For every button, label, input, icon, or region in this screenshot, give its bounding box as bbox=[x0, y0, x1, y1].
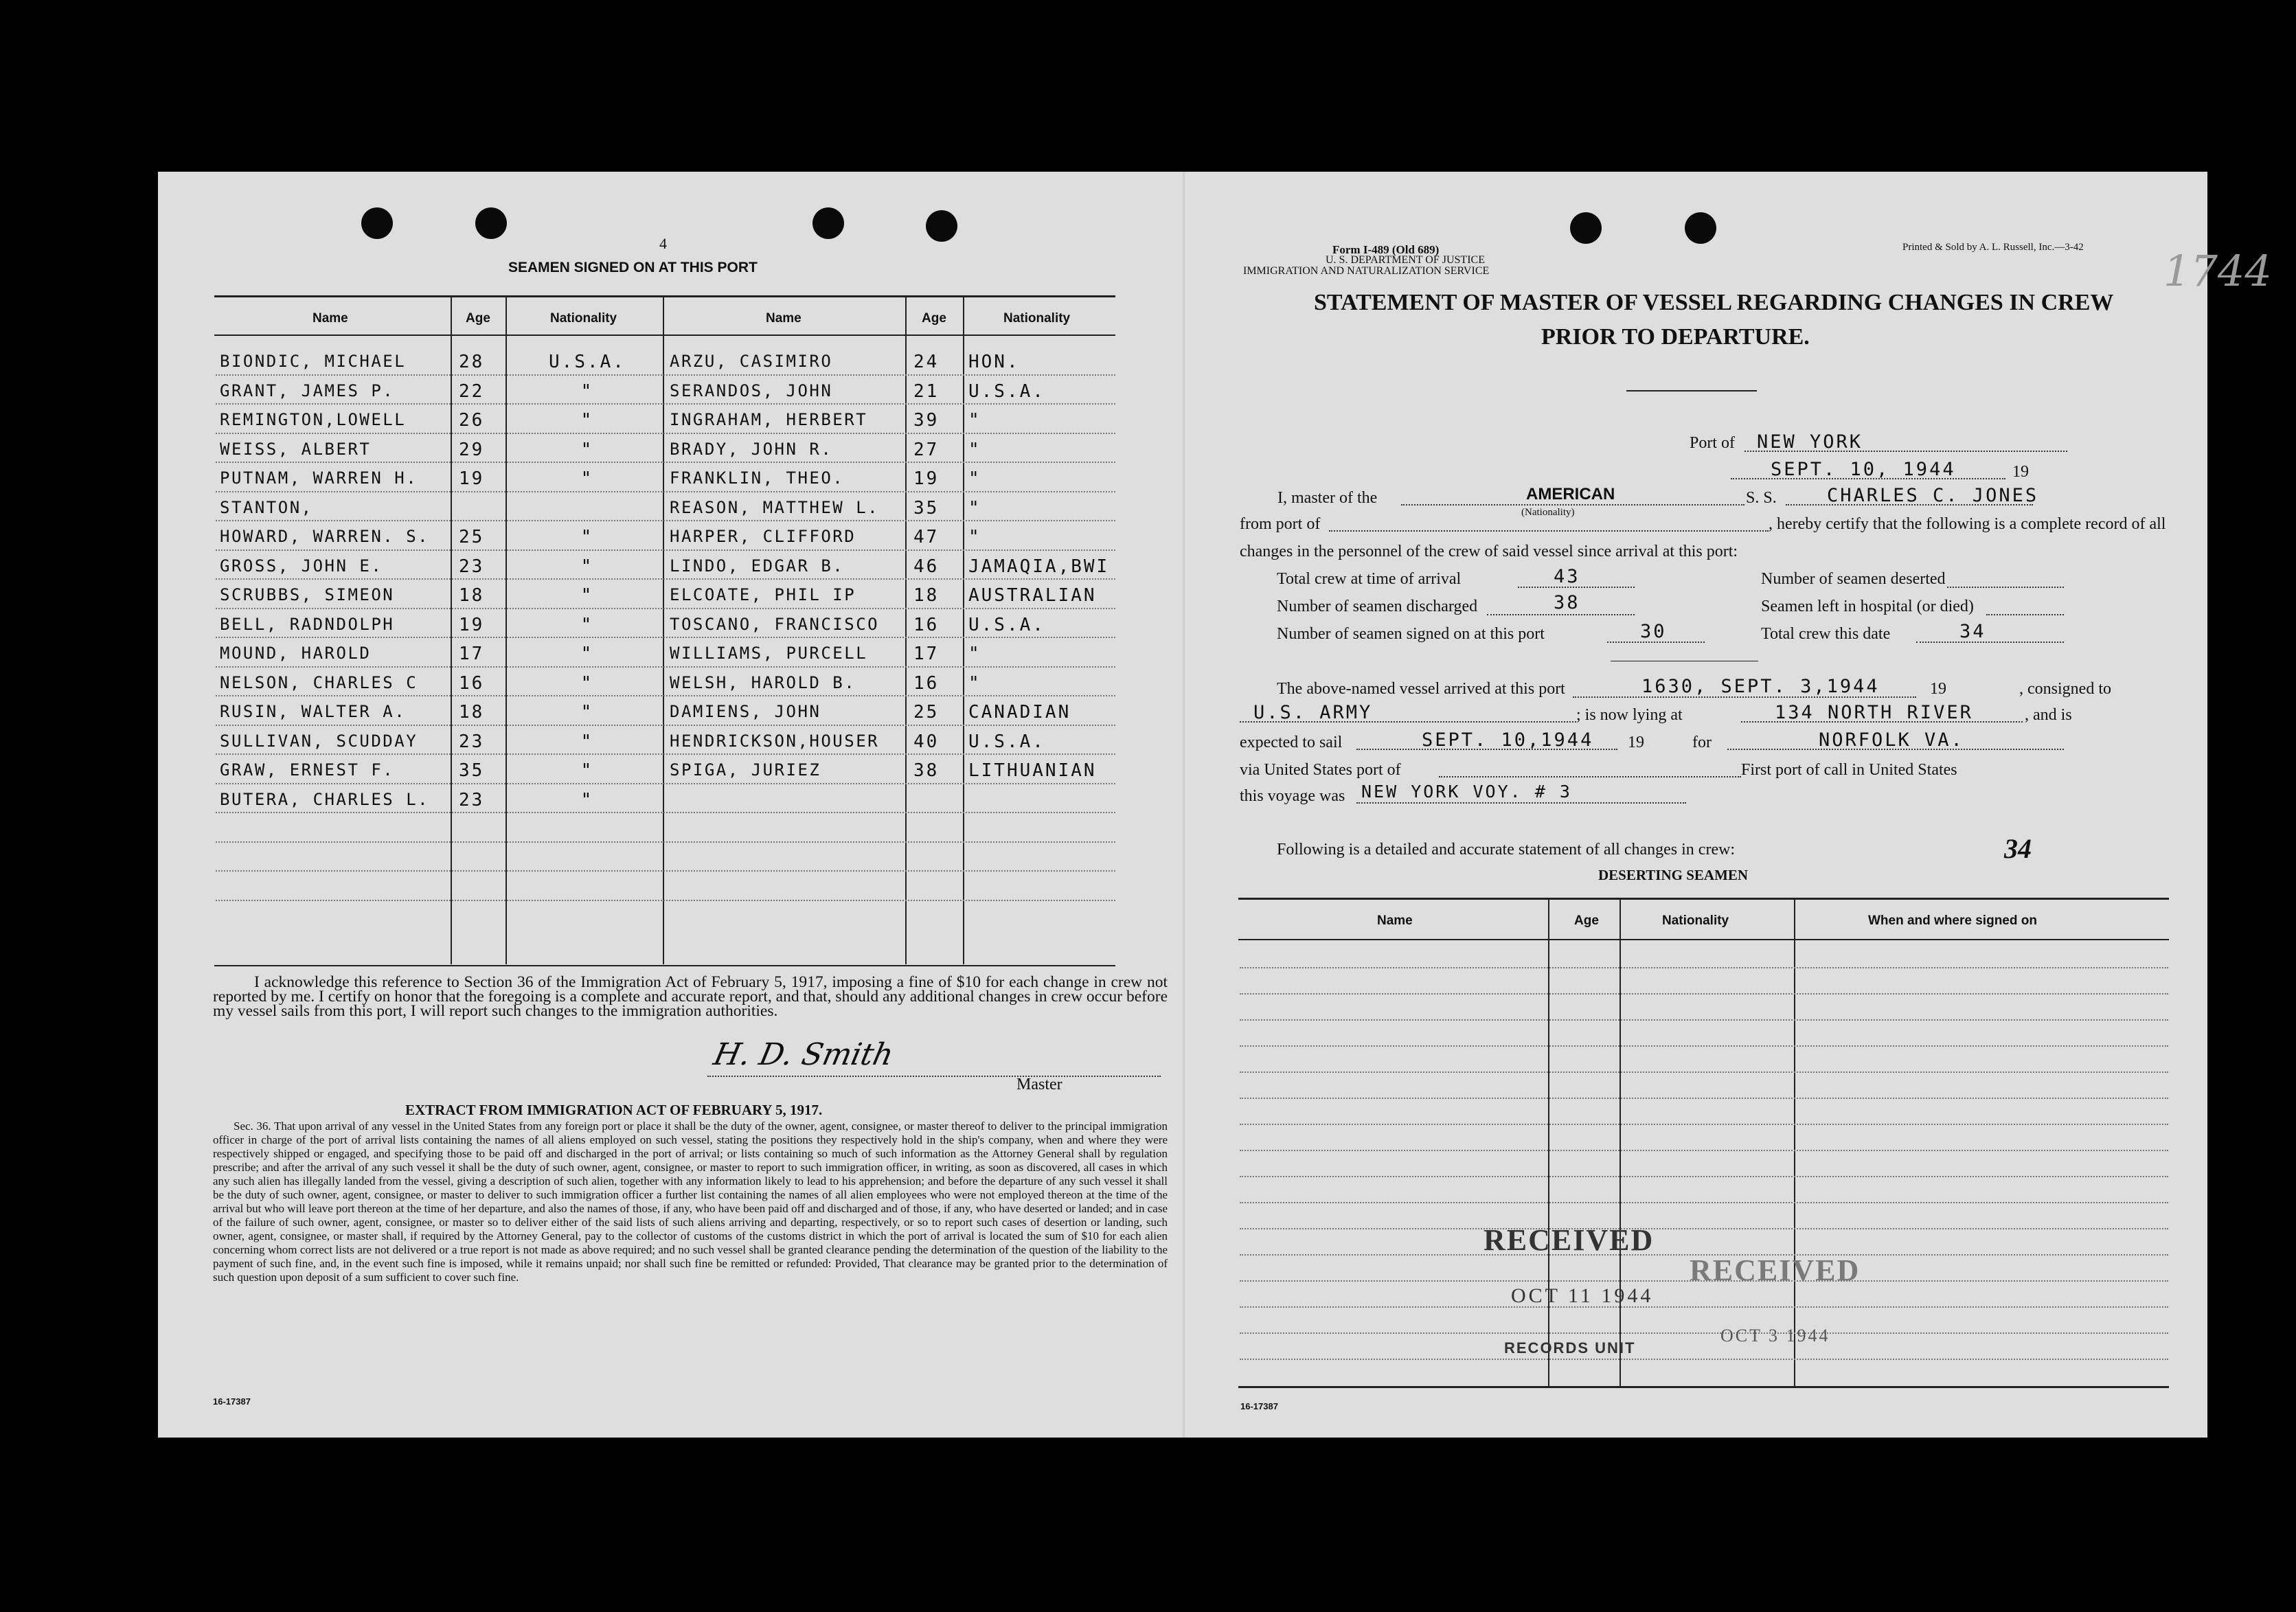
signed-on-label: Number of seamen signed on at this port bbox=[1277, 625, 1545, 643]
crew-cell-left: " bbox=[580, 702, 594, 723]
crew-cell-left: 23 bbox=[459, 789, 485, 810]
arrived-value: 1630, SEPT. 3,1944 bbox=[1641, 676, 1880, 697]
crew-cell-left: PUTNAM, WARREN H. bbox=[220, 468, 418, 488]
table-row-rule bbox=[216, 725, 1115, 726]
crew-cell-right: " bbox=[968, 439, 981, 460]
following-text: Following is a detailed and accurate statement of all changes in crew: bbox=[1277, 841, 1736, 859]
table-row-rule bbox=[216, 578, 1115, 580]
department: U. S. DEPARTMENT OF JUSTICE bbox=[1326, 254, 1485, 266]
crew-cell-right: 17 bbox=[913, 644, 940, 664]
crew-cell-left: " bbox=[580, 760, 594, 781]
crew-cell-left: 18 bbox=[459, 702, 485, 723]
desert-row-rule bbox=[1240, 1332, 2168, 1334]
desert-row-rule bbox=[1240, 1176, 2168, 1177]
crew-cell-right: " bbox=[968, 468, 981, 489]
records-unit-stamp: RECORDS UNIT bbox=[1504, 1339, 1636, 1356]
col-header-nationality: Nationality bbox=[550, 311, 617, 326]
table-row-rule bbox=[216, 695, 1115, 696]
arrived-year-suffix: 19 bbox=[1930, 680, 1946, 698]
nationality-caption: (Nationality) bbox=[1521, 507, 1575, 518]
table-row-rule bbox=[216, 870, 1115, 872]
port-value: NEW YORK bbox=[1757, 431, 1863, 453]
date-suffix: 19 bbox=[2012, 463, 2029, 481]
crew-cell-left: BELL, RADNDOLPH bbox=[220, 614, 395, 634]
table-row-rule bbox=[216, 491, 1115, 492]
crew-cell-right: HENDRICKSON,HOUSER bbox=[670, 731, 880, 751]
total-date-label: Total crew this date bbox=[1761, 625, 1891, 643]
corner-handwriting: 1744 bbox=[2163, 246, 2272, 296]
crew-cell-left: " bbox=[580, 468, 594, 489]
crew-cell-left: 23 bbox=[459, 556, 485, 577]
left-form-code: 16-17387 bbox=[213, 1396, 251, 1407]
handwritten-total: 34 bbox=[2004, 833, 2032, 864]
table-row-rule bbox=[216, 900, 1115, 901]
crew-cell-left: 16 bbox=[459, 672, 485, 694]
crew-cell-left: STANTON, bbox=[220, 497, 313, 517]
punch-hole bbox=[926, 210, 957, 242]
right-form-code: 16-17387 bbox=[1240, 1401, 1278, 1411]
hospital-label: Seamen left in hospital (or died) bbox=[1761, 598, 1974, 615]
crew-cell-right: HON. bbox=[968, 352, 1020, 372]
desert-row-rule bbox=[1240, 1202, 2168, 1203]
table-row-rule bbox=[216, 666, 1115, 668]
sail-year-suffix: 19 bbox=[1628, 734, 1644, 751]
changes-text: changes in the personnel of the crew of said vessel since arrival at this port: bbox=[1240, 543, 1738, 560]
crew-cell-left: " bbox=[580, 789, 594, 810]
crew-cell-left: MOUND, HAROLD bbox=[220, 644, 372, 663]
crew-cell-left: " bbox=[580, 556, 594, 577]
desert-row-rule bbox=[1240, 1071, 2168, 1073]
table-row-rule bbox=[216, 433, 1115, 434]
table-row-rule bbox=[216, 520, 1115, 521]
crew-cell-right: ELCOATE, PHIL IP bbox=[670, 585, 856, 604]
first-port-label: First port of call in United States bbox=[1741, 761, 1957, 779]
table-row-rule bbox=[216, 403, 1115, 405]
deserted-label: Number of seamen deserted bbox=[1761, 570, 1946, 588]
crew-cell-right: 40 bbox=[913, 731, 940, 752]
crew-cell-left: 19 bbox=[459, 614, 485, 635]
signed-on-value: 30 bbox=[1640, 621, 1667, 642]
acknowledgement-text: I acknowledge this reference to Section 36 of the Immigration Act of February 5, 1917, imposing a fine of $10 for each change in crew not reported by me. I certify on honor that the foregoing is a complete and accurate report, and that, should any additional changes in crew occur before my vessel sails from this port, I will report such changes to the immigration authorities. bbox=[213, 973, 1168, 1020]
from-port-label: from port of bbox=[1240, 515, 1321, 533]
total-arrival-value: 43 bbox=[1554, 566, 1580, 587]
col-header-age: Age bbox=[922, 311, 946, 326]
sail-date-value: SEPT. 10,1944 bbox=[1422, 729, 1594, 751]
crew-cell-left: GROSS, JOHN E. bbox=[220, 556, 383, 576]
port-label: Port of bbox=[1690, 434, 1735, 452]
total-arrival-label: Total crew at time of arrival bbox=[1277, 570, 1462, 588]
crew-cell-left: " bbox=[580, 527, 594, 547]
crew-cell-left: SULLIVAN, SCUDDAY bbox=[220, 731, 418, 751]
desert-row-rule bbox=[1240, 1150, 2168, 1151]
punch-hole bbox=[1685, 212, 1716, 244]
form-number: Form I-489 (Old 689) bbox=[1332, 243, 1440, 256]
col-header-name: Name bbox=[312, 311, 348, 326]
desert-row-rule bbox=[1240, 1045, 2168, 1047]
page-number: 4 bbox=[659, 235, 667, 252]
table-row-rule bbox=[216, 812, 1115, 813]
crew-cell-left: " bbox=[580, 585, 594, 606]
crew-cell-left: " bbox=[580, 439, 594, 460]
crew-cell-right: 35 bbox=[913, 497, 940, 519]
left-page-title: SEAMEN SIGNED ON AT THIS PORT bbox=[508, 260, 758, 275]
printer-line: Printed & Sold by A. L. Russell, Inc.—3-42 bbox=[1902, 242, 2084, 253]
crew-cell-left: " bbox=[580, 731, 594, 752]
crew-cell-right: SPIGA, JURIEZ bbox=[670, 760, 821, 780]
extract-text: Sec. 36. That upon arrival of any vessel in the United States from any foreign port or place it shall be the duty of the owner, agent, consignee, or master thereof to deliver to the principal immigration officer in charge of the port of arrival lists containing the names of all aliens employed on such vessel, stating the positions they respectively hold in the ship's company, when and where they were respectively shipped or engaged, and specifying those to be paid off and discharged in the port of arrival; or lists containing so much of such information as the Attorney General shall by regulation prescribe; and after the arrival of any such vessel it shall be the duty of such owner, agent, consignee, or master to report to such immigration officer, in writing, as soon as discovered, all cases in which any such alien has illegally landed from the vessel, giving a description of such alien, together with any information likely to lead to his apprehension; and before the departure of any such vessel it shall be the duty of such owner, agent, consignee, or master to deliver to such immigration officer a further list containing the names of all alien employees who were not employed thereon at the time of the arrival but who will leave port thereon at the time of her departure, and also the names of those, if any, who have been paid off and discharged and of those, if any, who have deserted or landed; and in case of the failure of such owner, agent, consignee, or master so to deliver either of the said lists of such aliens arriving and departing, respectively, or so to report such cases of desertion or landing, such owner, agent, consignee, or master shall, if required by the Attorney General, pay to the collector of customs of the customs district in which the port of arrival is located the sum of $10 for each alien concerning whom correct lists are not delivered or a true report is not made as above required; and no such vessel shall be granted clearance pending the determination of the question of the liability to the payment of such fine, and, in the event such fine is imposed, while it remains unpaid; nor shall such fine be remitted or refunded: Provided, That clearance may be granted prior to the determination of such question upon deposit of a sum sufficient to cover such fine. bbox=[213, 1120, 1168, 1284]
received-stamp-faded: RECEIVED bbox=[1690, 1253, 1861, 1287]
service: IMMIGRATION AND NATURALIZATION SERVICE bbox=[1243, 265, 1490, 277]
desert-header-age: Age bbox=[1574, 913, 1599, 928]
crew-cell-right: AUSTRALIAN bbox=[968, 585, 1097, 606]
master-label: Master bbox=[1016, 1076, 1062, 1093]
desert-row-rule bbox=[1240, 1019, 2168, 1021]
destination-value: NORFOLK VA. bbox=[1819, 729, 1964, 751]
crew-cell-right: 19 bbox=[913, 468, 940, 489]
crew-cell-right: 18 bbox=[913, 585, 940, 606]
crew-cell-right: ARZU, CASIMIRO bbox=[670, 352, 833, 371]
crew-cell-right: HARPER, CLIFFORD bbox=[670, 527, 856, 546]
punch-hole bbox=[361, 207, 393, 239]
crew-cell-right: 24 bbox=[913, 352, 940, 372]
crew-cell-right: " bbox=[968, 644, 981, 664]
extract-title: EXTRACT FROM IMMIGRATION ACT OF FEBRUARY 5, 1917. bbox=[405, 1102, 823, 1118]
desert-header-when-where: When and where signed on bbox=[1868, 913, 2037, 928]
table-row-rule bbox=[216, 462, 1115, 463]
desert-row-rule bbox=[1240, 1228, 2168, 1229]
crew-cell-left: HOWARD, WARREN. S. bbox=[220, 527, 430, 546]
desert-header-nationality: Nationality bbox=[1662, 913, 1729, 928]
statement-title-2: PRIOR TO DEPARTURE. bbox=[1541, 324, 1810, 350]
crew-cell-right: LINDO, EDGAR B. bbox=[670, 556, 845, 576]
crew-cell-left: REMINGTON,LOWELL bbox=[220, 410, 407, 429]
crew-cell-right: " bbox=[968, 497, 981, 519]
crew-cell-right: 46 bbox=[913, 556, 940, 577]
table-top-rule bbox=[214, 295, 1115, 297]
page-fold bbox=[1183, 172, 1185, 1438]
crew-cell-right: 21 bbox=[913, 381, 940, 402]
table-row-rule bbox=[216, 753, 1115, 755]
crew-cell-left: GRANT, JAMES P. bbox=[220, 381, 395, 400]
and-is-label: , and is bbox=[2025, 706, 2072, 724]
crew-cell-right: 16 bbox=[913, 672, 940, 694]
crew-cell-right: U.S.A. bbox=[968, 731, 1045, 752]
arrived-label: The above-named vessel arrived at this port bbox=[1277, 680, 1565, 698]
crew-cell-left: " bbox=[580, 614, 594, 635]
crew-cell-left: BUTERA, CHARLES L. bbox=[220, 789, 430, 809]
discharged-label: Number of seamen discharged bbox=[1277, 598, 1478, 615]
consigned-label: , consigned to bbox=[2019, 680, 2111, 698]
crew-cell-right: TOSCANO, FRANCISCO bbox=[670, 614, 880, 634]
crew-cell-left: 19 bbox=[459, 468, 485, 489]
desert-row-rule bbox=[1240, 967, 2168, 968]
crew-cell-left: WEISS, ALBERT bbox=[220, 439, 372, 459]
punch-hole bbox=[1570, 212, 1602, 244]
crew-cell-right: CANADIAN bbox=[968, 702, 1071, 723]
table-row-rule bbox=[216, 374, 1115, 376]
table-row-rule bbox=[216, 608, 1115, 609]
received-stamp-faded-date: OCT 3 1944 bbox=[1720, 1326, 1830, 1346]
crew-cell-right: BRADY, JOHN R. bbox=[670, 439, 833, 459]
document-sheet bbox=[158, 172, 2272, 1438]
crew-cell-right: REASON, MATTHEW L. bbox=[670, 497, 880, 517]
crew-cell-right: 16 bbox=[913, 614, 940, 635]
table-row-rule bbox=[216, 783, 1115, 784]
crew-cell-right: DAMIENS, JOHN bbox=[670, 702, 821, 721]
crew-cell-left: 25 bbox=[459, 527, 485, 547]
punch-hole bbox=[812, 207, 844, 239]
signature-text: H. D. Smith bbox=[710, 1037, 897, 1072]
discharged-value: 38 bbox=[1554, 592, 1580, 613]
expected-label: expected to sail bbox=[1240, 734, 1343, 751]
crew-cell-right: " bbox=[968, 410, 981, 431]
crew-cell-right: WELSH, HAROLD B. bbox=[670, 672, 856, 692]
crew-cell-right: 25 bbox=[913, 702, 940, 723]
crew-cell-right: U.S.A. bbox=[968, 614, 1045, 635]
crew-cell-right: JAMAQIA,BWI bbox=[968, 556, 1110, 577]
crew-cell-right: 39 bbox=[913, 410, 940, 431]
crew-cell-right: LITHUANIAN bbox=[968, 760, 1097, 781]
crew-cell-left: 18 bbox=[459, 585, 485, 606]
crew-cell-right: FRANKLIN, THEO. bbox=[670, 468, 845, 488]
voyage-label: this voyage was bbox=[1240, 787, 1345, 805]
total-date-value: 34 bbox=[1959, 621, 1986, 642]
col-header-nationality: Nationality bbox=[1003, 311, 1071, 326]
crew-cell-right: 27 bbox=[913, 439, 940, 460]
punch-hole bbox=[475, 207, 507, 239]
crew-cell-right: 38 bbox=[913, 760, 940, 781]
crew-cell-left: 17 bbox=[459, 644, 485, 664]
statement-title-1: STATEMENT OF MASTER OF VESSEL REGARDING CHANGES IN CREW bbox=[1314, 290, 2114, 315]
desert-row-rule bbox=[1240, 993, 2168, 995]
received-stamp: RECEIVED bbox=[1484, 1223, 1655, 1257]
crew-cell-left: SCRUBBS, SIMEON bbox=[220, 585, 395, 604]
crew-cell-left: " bbox=[580, 410, 594, 431]
table-row-rule bbox=[216, 549, 1115, 551]
for-label: for bbox=[1692, 734, 1712, 751]
table-row-rule bbox=[216, 841, 1115, 843]
crew-cell-left: " bbox=[580, 381, 594, 402]
deserting-title: DESERTING SEAMEN bbox=[1598, 867, 1749, 883]
consignee-value: U.S. ARMY bbox=[1253, 702, 1373, 723]
crew-cell-right: WILLIAMS, PURCELL bbox=[670, 644, 868, 663]
crew-cell-left: BIONDIC, MICHAEL bbox=[220, 352, 407, 371]
crew-cell-left: 23 bbox=[459, 731, 485, 752]
crew-cell-right: INGRAHAM, HERBERT bbox=[670, 410, 868, 429]
ship-name: CHARLES C. JONES bbox=[1827, 485, 2039, 506]
crew-cell-left: " bbox=[580, 644, 594, 664]
date-value: SEPT. 10, 1944 bbox=[1771, 459, 1956, 480]
crew-cell-left: U.S.A. bbox=[549, 352, 626, 372]
desert-row-rule bbox=[1240, 1124, 2168, 1125]
col-header-age: Age bbox=[466, 311, 490, 326]
col-header-name: Name bbox=[766, 311, 802, 326]
master-of-label: I, master of the bbox=[1277, 489, 1378, 507]
crew-cell-left: 35 bbox=[459, 760, 485, 781]
crew-cell-left: " bbox=[580, 672, 594, 694]
table-row-rule bbox=[216, 637, 1115, 638]
certify-text: , hereby certify that the following is a complete record of all bbox=[1769, 515, 2166, 533]
nationality-value: AMERICAN bbox=[1526, 485, 1615, 503]
received-stamp-date: OCT 11 1944 bbox=[1511, 1284, 1654, 1307]
crew-cell-left: NELSON, CHARLES C bbox=[220, 672, 418, 692]
desert-header-name: Name bbox=[1377, 913, 1413, 928]
lying-label: ; is now lying at bbox=[1576, 706, 1683, 724]
crew-cell-right: " bbox=[968, 527, 981, 547]
crew-cell-right: 47 bbox=[913, 527, 940, 547]
crew-cell-right: SERANDOS, JOHN bbox=[670, 381, 833, 400]
crew-cell-left: 22 bbox=[459, 381, 485, 402]
crew-cell-right: " bbox=[968, 672, 981, 694]
desert-row-rule bbox=[1240, 1098, 2168, 1099]
voyage-value: NEW YORK VOY. # 3 bbox=[1361, 782, 1572, 802]
crew-cell-left: RUSIN, WALTER A. bbox=[220, 702, 407, 721]
desert-row-rule bbox=[1240, 1306, 2168, 1308]
crew-cell-left: GRAW, ERNEST F. bbox=[220, 760, 395, 780]
via-label: via United States port of bbox=[1240, 761, 1401, 779]
crew-cell-left: 26 bbox=[459, 410, 485, 431]
desert-row-rule bbox=[1240, 1359, 2168, 1360]
crew-cell-right: U.S.A. bbox=[968, 381, 1045, 402]
crew-cell-left: 28 bbox=[459, 352, 485, 372]
crew-cell-left: 29 bbox=[459, 439, 485, 460]
lying-value: 134 NORTH RIVER bbox=[1775, 702, 1973, 723]
signature bbox=[711, 1037, 897, 1072]
ss-label: S. S. bbox=[1746, 489, 1777, 507]
